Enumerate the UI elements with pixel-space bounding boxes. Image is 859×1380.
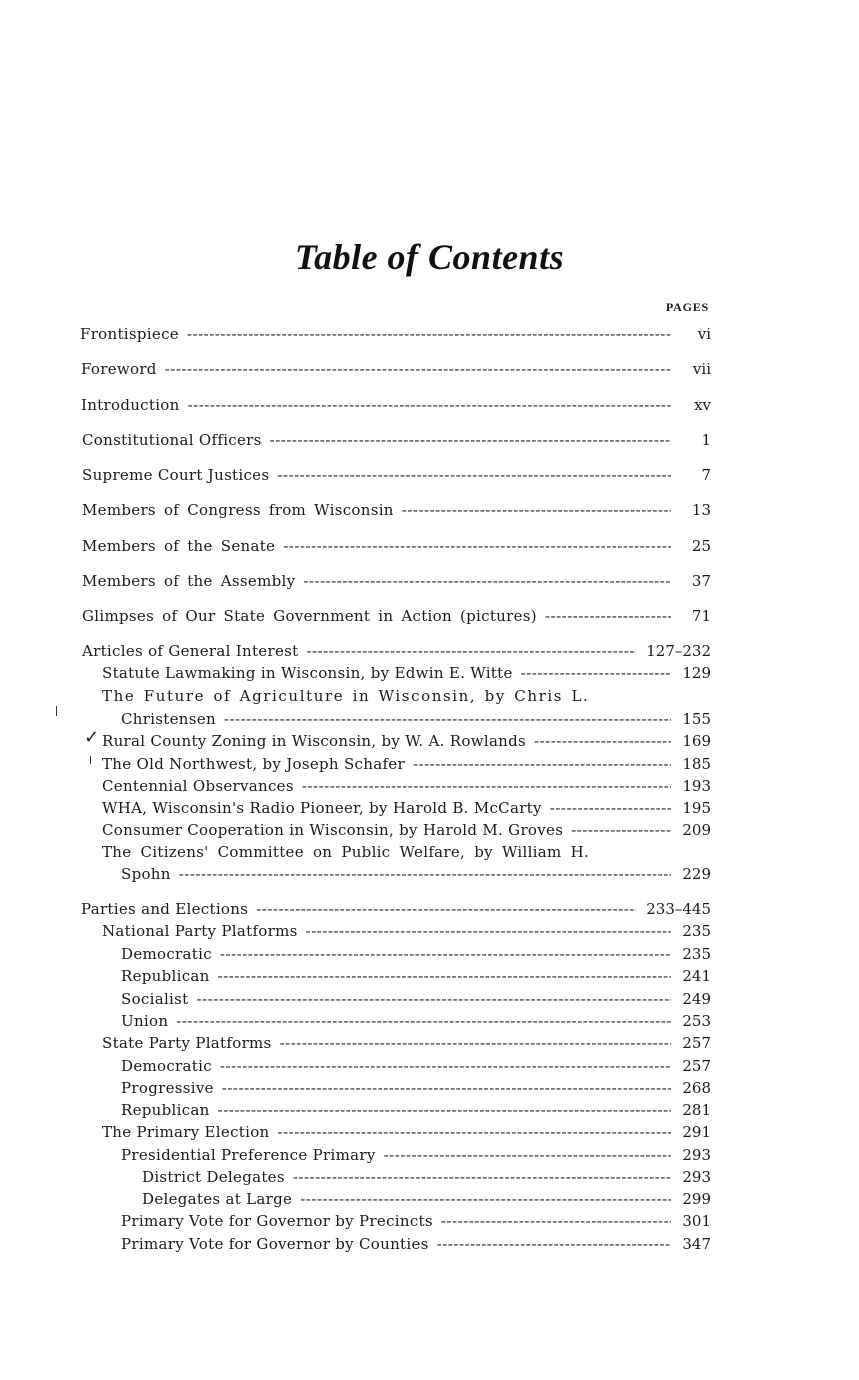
toc-entry-page: xv xyxy=(694,396,711,414)
dot-leader xyxy=(277,465,671,485)
dot-leader xyxy=(256,899,636,919)
toc-entry-page: 37 xyxy=(691,572,711,590)
toc-entry-label: Christensen xyxy=(121,710,216,728)
toc-entry-page: vi xyxy=(697,325,711,343)
toc-entry-page: 241 xyxy=(682,967,711,985)
toc-entry-page: 229 xyxy=(682,865,711,883)
dot-leader xyxy=(187,324,671,344)
toc-entry-label: National Party Platforms xyxy=(102,922,298,940)
toc-entry-label: WHA, Wisconsin's Radio Pioneer, by Harold B. McCarty xyxy=(102,799,542,817)
toc-entry xyxy=(0,966,859,986)
toc-entry-label: Presidential Preference Primary xyxy=(121,1146,376,1164)
toc-entry-page: 129 xyxy=(682,664,711,682)
dot-leader xyxy=(278,1122,672,1142)
toc-entry xyxy=(0,754,859,774)
dot-leader xyxy=(306,641,636,661)
toc-entry-page: 257 xyxy=(682,1057,711,1075)
dot-leader xyxy=(550,798,671,818)
toc-entry-label: Primary Vote for Governor by Counties xyxy=(121,1235,429,1253)
toc-entry-label: Members of the Assembly xyxy=(82,572,296,590)
toc-entry xyxy=(0,324,859,344)
dot-leader xyxy=(218,1100,671,1120)
toc-entry-continuation xyxy=(0,709,859,729)
toc-entry xyxy=(0,989,859,1009)
toc-entry-page: 195 xyxy=(682,799,711,817)
toc-section xyxy=(0,641,859,661)
toc-entry-page: 293 xyxy=(682,1146,711,1164)
toc-section-pages: 233–445 xyxy=(646,900,711,918)
toc-entry-label: The Old Northwest, by Joseph Schafer xyxy=(102,755,405,773)
dot-leader xyxy=(545,606,671,626)
dot-leader xyxy=(303,571,671,591)
toc-entry-label: Members of Congress from Wisconsin xyxy=(82,501,394,519)
toc-entry-page: 253 xyxy=(682,1012,711,1030)
toc-entry xyxy=(0,820,859,840)
toc-entry xyxy=(0,921,859,941)
margin-mark xyxy=(56,706,57,716)
toc-entry-label: Supreme Court Justices xyxy=(82,466,270,484)
toc-entry xyxy=(0,1122,859,1142)
toc-section-pages: 127–232 xyxy=(646,642,711,660)
toc-entry xyxy=(0,1078,859,1098)
toc-entry-page: 13 xyxy=(691,501,711,519)
toc-entry-continuation xyxy=(0,864,859,884)
toc-entry-label: Socialist xyxy=(121,990,189,1008)
toc-entry xyxy=(0,1145,859,1165)
toc-entry-page: 71 xyxy=(691,607,711,625)
toc-entry-page: 185 xyxy=(682,755,711,773)
toc-entry-page: 293 xyxy=(682,1168,711,1186)
toc-entry-page: 299 xyxy=(682,1190,711,1208)
dot-leader xyxy=(283,536,671,556)
dot-leader xyxy=(270,430,671,450)
toc-entry-page: 235 xyxy=(682,945,711,963)
toc-entry-label: The Citizens' Committee on Public Welfare, by William H. xyxy=(102,843,590,861)
dot-leader xyxy=(220,1056,671,1076)
toc-entry xyxy=(0,1100,859,1120)
toc-entry-page: 235 xyxy=(682,922,711,940)
toc-entry-label: State Party Platforms xyxy=(102,1034,272,1052)
handwritten-check-mark: ✓ xyxy=(84,727,100,748)
toc-entry-page: 291 xyxy=(682,1123,711,1141)
toc-entry xyxy=(0,430,859,450)
toc-entry-label: The Primary Election xyxy=(102,1123,270,1141)
dot-leader xyxy=(220,944,671,964)
margin-mark xyxy=(90,756,91,764)
toc-entry-label: Primary Vote for Governor by Precincts xyxy=(121,1212,433,1230)
dot-leader xyxy=(402,500,671,520)
dot-leader xyxy=(176,1011,671,1031)
toc-entry xyxy=(0,842,859,862)
page-title: Table of Contents xyxy=(294,237,565,277)
toc-entry-label: Democratic xyxy=(121,945,212,963)
toc-entry xyxy=(0,395,859,415)
toc-entry-page: 268 xyxy=(682,1079,711,1097)
toc-entry-label: Republican xyxy=(121,967,210,985)
toc-section-label: Parties and Elections xyxy=(81,900,249,918)
dot-leader xyxy=(188,395,671,415)
dot-leader xyxy=(437,1234,671,1254)
toc-entry-page: vii xyxy=(692,360,711,378)
toc-entry xyxy=(0,1167,859,1187)
dot-leader xyxy=(165,359,671,379)
toc-entry xyxy=(0,944,859,964)
toc-entry xyxy=(0,359,859,379)
toc-entry-label: District Delegates xyxy=(142,1168,285,1186)
toc-entry-label: Members of the Senate xyxy=(82,537,276,555)
toc-entry xyxy=(0,1011,859,1031)
toc-entry-label: Union xyxy=(121,1012,169,1030)
dot-leader xyxy=(218,966,671,986)
toc-entry-label: Delegates at Large xyxy=(142,1190,293,1208)
toc-entry-label: Foreword xyxy=(81,360,157,378)
dot-leader xyxy=(300,1189,671,1209)
dot-leader xyxy=(521,663,671,683)
dot-leader xyxy=(302,776,671,796)
toc-entry-page: 301 xyxy=(682,1212,711,1230)
toc-entry-page: 249 xyxy=(682,990,711,1008)
toc-entry-label: Constitutional Officers xyxy=(82,431,262,449)
toc-entry xyxy=(0,465,859,485)
toc-entry xyxy=(0,1234,859,1254)
dot-leader xyxy=(571,820,671,840)
toc-entry-label: Progressive xyxy=(121,1079,214,1097)
dot-leader xyxy=(306,921,671,941)
toc-section-label: Articles of General Interest xyxy=(82,642,299,660)
toc-entry-page: 155 xyxy=(682,710,711,728)
toc-entry xyxy=(0,776,859,796)
toc-entry-page: 25 xyxy=(691,537,711,555)
pages-column-header: PAGES xyxy=(665,300,709,314)
toc-entry-page: 281 xyxy=(682,1101,711,1119)
toc-entry xyxy=(0,798,859,818)
toc-entry-label: Spohn xyxy=(121,865,171,883)
toc-entry-label: Republican xyxy=(121,1101,210,1119)
dot-leader xyxy=(293,1167,671,1187)
dot-leader xyxy=(534,731,671,751)
toc-entry xyxy=(0,571,859,591)
toc-entry xyxy=(0,731,859,751)
toc-entry-page: 7 xyxy=(701,466,711,484)
toc-entry-page: 347 xyxy=(682,1235,711,1253)
toc-entry xyxy=(0,1056,859,1076)
dot-leader xyxy=(413,754,671,774)
dot-leader xyxy=(441,1211,671,1231)
toc-entry xyxy=(0,1033,859,1053)
dot-leader xyxy=(196,989,671,1009)
toc-section xyxy=(0,899,859,919)
toc-entry-page: 169 xyxy=(682,732,711,750)
toc-entry-page: 257 xyxy=(682,1034,711,1052)
toc-entry xyxy=(0,1211,859,1231)
toc-entry xyxy=(0,536,859,556)
toc-entry-label: Centennial Observances xyxy=(102,777,294,795)
toc-entry xyxy=(0,500,859,520)
toc-entry-page: 1 xyxy=(701,431,711,449)
toc-entry-label: Statute Lawmaking in Wisconsin, by Edwin E. Witte xyxy=(102,664,513,682)
toc-entry-page: 209 xyxy=(682,821,711,839)
toc-entry xyxy=(0,663,859,683)
toc-entry-label: Introduction xyxy=(81,396,180,414)
toc-entry-label: The Future of Agriculture in Wisconsin, by Chris L. xyxy=(102,687,590,705)
dot-leader xyxy=(179,864,671,884)
toc-entry xyxy=(0,606,859,626)
dot-leader xyxy=(222,1078,671,1098)
toc-entry-label: Consumer Cooperation in Wisconsin, by Harold M. Groves xyxy=(102,821,564,839)
dot-leader xyxy=(224,709,671,729)
toc-entry-page: 193 xyxy=(682,777,711,795)
toc-entry xyxy=(0,686,859,706)
toc-entry-label: Democratic xyxy=(121,1057,212,1075)
dot-leader xyxy=(384,1145,671,1165)
toc-entry-label: Rural County Zoning in Wisconsin, by W. A. Rowlands xyxy=(102,732,527,750)
toc-entry-label: Frontispiece xyxy=(80,325,179,343)
toc-entry-label: Glimpses of Our State Government in Action (pictures) xyxy=(82,607,537,625)
dot-leader xyxy=(280,1033,671,1053)
toc-entry xyxy=(0,1189,859,1209)
